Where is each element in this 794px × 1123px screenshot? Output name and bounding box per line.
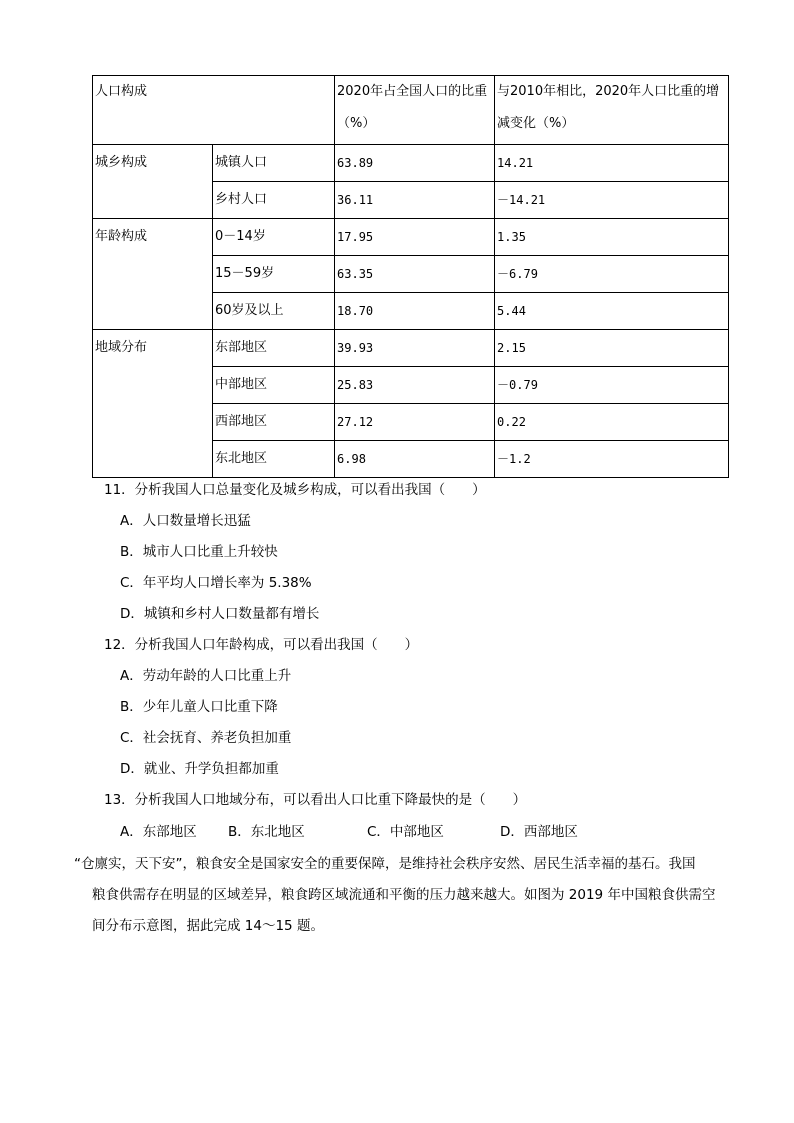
- share-cell: 39.93: [335, 330, 495, 367]
- header-change-vs-2010: 与2010年相比，2020年人口比重的增 减变化（%）: [495, 76, 729, 145]
- share-cell: 6.98: [335, 441, 495, 478]
- table-row: [93, 145, 729, 182]
- passage-line-3: 间分布示意图，据此完成 14～15 题。: [92, 918, 324, 934]
- question-11-stem: 11．分析我国人口总量变化及城乡构成，可以看出我国（ ）: [104, 482, 486, 498]
- question-12-option-a: A．劳动年龄的人口比重上升: [120, 668, 292, 684]
- item-cell: 0－14岁: [213, 219, 335, 256]
- question-12-option-c: C．社会抚育、养老负担加重: [120, 730, 292, 746]
- question-13-option-b: B．东北地区: [228, 824, 305, 840]
- change-cell: 2.15: [495, 330, 729, 367]
- question-11-option-a: A．人口数量增长迅猛: [120, 513, 251, 529]
- item-cell: 中部地区: [213, 367, 335, 404]
- table-row: [93, 219, 729, 256]
- group-region: 地域分布: [93, 330, 213, 478]
- share-cell: 17.95: [335, 219, 495, 256]
- share-cell: 63.35: [335, 256, 495, 293]
- question-13-option-c: C．中部地区: [367, 824, 444, 840]
- question-13-option-d: D．西部地区: [500, 824, 578, 840]
- table-row: [93, 330, 729, 367]
- change-cell: －1.2: [495, 441, 729, 478]
- question-12-option-d: D．就业、升学负担都加重: [120, 761, 279, 777]
- question-12-stem: 12．分析我国人口年龄构成，可以看出我国（ ）: [104, 637, 419, 653]
- share-cell: 63.89: [335, 145, 495, 182]
- group-urban-rural: 城乡构成: [93, 145, 213, 219]
- question-11-option-d: D．城镇和乡村人口数量都有增长: [120, 606, 320, 622]
- item-cell: 东北地区: [213, 441, 335, 478]
- share-cell: 25.83: [335, 367, 495, 404]
- item-cell: 乡村人口: [213, 182, 335, 219]
- question-12-option-b: B．少年儿童人口比重下降: [120, 699, 278, 715]
- item-cell: 西部地区: [213, 404, 335, 441]
- header-composition: 人口构成: [93, 76, 335, 145]
- question-13-option-a: A．东部地区: [120, 824, 197, 840]
- change-cell: 0.22: [495, 404, 729, 441]
- question-11-option-b: B．城市人口比重上升较快: [120, 544, 278, 560]
- item-cell: 东部地区: [213, 330, 335, 367]
- passage-line-1: “仓廪实，天下安”，粮食安全是国家安全的重要保障，是维持社会秩序安然、居民生活幸福的基石。我国: [74, 856, 696, 872]
- item-cell: 60岁及以上: [213, 293, 335, 330]
- change-cell: 5.44: [495, 293, 729, 330]
- share-cell: 27.12: [335, 404, 495, 441]
- group-age: 年龄构成: [93, 219, 213, 330]
- change-cell: －14.21: [495, 182, 729, 219]
- item-cell: 15－59岁: [213, 256, 335, 293]
- table-header-row: [93, 76, 729, 145]
- item-cell: 城镇人口: [213, 145, 335, 182]
- change-cell: －0.79: [495, 367, 729, 404]
- population-table: [92, 75, 729, 478]
- header-share-2020: 2020年占全国人口的比重 （%）: [335, 76, 495, 145]
- question-13-stem: 13．分析我国人口地域分布，可以看出人口比重下降最快的是（ ）: [104, 792, 527, 808]
- passage-line-2: 粮食供需存在明显的区域差异，粮食跨区域流通和平衡的压力越来越大。如图为 2019 年中国粮食供需空: [92, 887, 716, 903]
- share-cell: 18.70: [335, 293, 495, 330]
- change-cell: 1.35: [495, 219, 729, 256]
- change-cell: 14.21: [495, 145, 729, 182]
- change-cell: －6.79: [495, 256, 729, 293]
- share-cell: 36.11: [335, 182, 495, 219]
- question-11-option-c: C．年平均人口增长率为 5.38%: [120, 575, 312, 591]
